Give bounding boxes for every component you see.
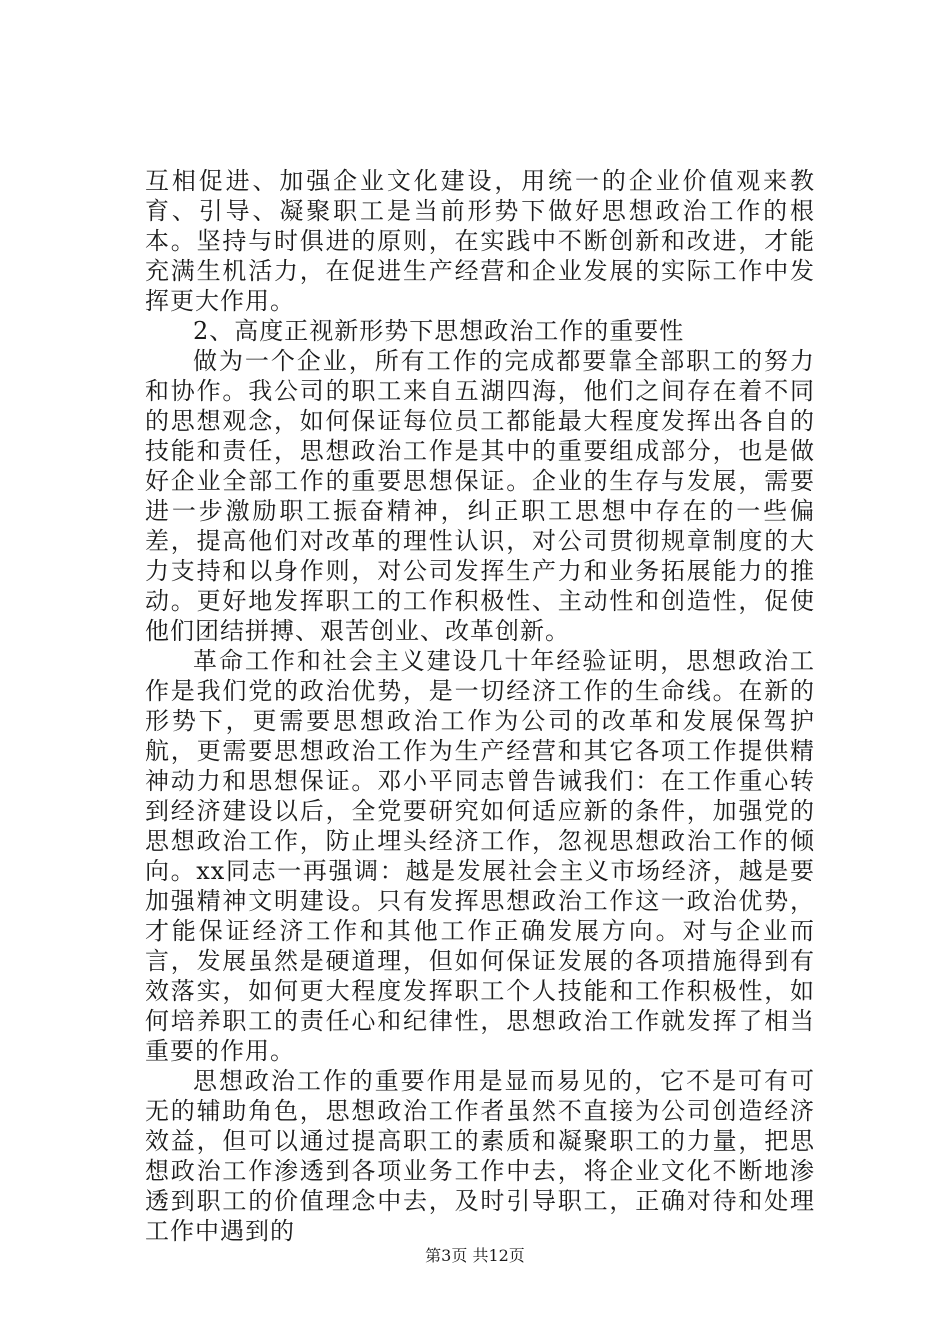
paragraph: 思想政治工作的重要作用是显而易见的，它不是可有可无的辅助角色，思想政治工作者虽然不直接为公司创造经济效益，但可以通过提高职工的素质和凝聚职工的力量，把思想政治工作渗透到各项业务工作中去，将企业文化不断地渗透到职工的价值理念中去，及时引导职工，正确对待和处理工作中遇到的 xyxy=(145,1067,815,1245)
paragraph: 革命工作和社会主义建设几十年经验证明，思想政治工作是我们党的政治优势，是一切经济工作的生命线。在新的形势下，更需要思想政治工作为公司的改革和发展保驾护航，更需要思想政治工作为生产经营和其它各项工作提供精神动力和思想保证。邓小平同志曾告诫我们：在工作重心转到经济建设以后，全党要研究如何适应新的条件，加强党的思想政治工作，防止埋头经济工作，忽视思想政治工作的倾向。xx同志一再强调：越是发展社会主义市场经济，越是要加强精神文明建设。只有发挥思想政治工作这一政治优势，才能保证经济工作和其他工作正确发展方向。对与企业而言，发展虽然是硬道理，但如何保证发展的各项措施得到有效落实，如何更大程度发挥职工个人技能和工作积极性，如何培养职工的责任心和纪律性，思想政治工作就发挥了相当重要的作用。 xyxy=(145,647,815,1065)
section-heading: 2、高度正视新形势下思想政治工作的重要性 xyxy=(193,317,685,345)
page-footer: 第3页 共12页 xyxy=(425,1246,525,1265)
paragraph-continuation: 互相促进、加强企业文化建设，用统一的企业价值观来教育、引导、凝聚职工是当前形势下做好思想政治工作的根本。坚持与时俱进的原则，在实践中不断创新和改进，才能充满生机活力，在促进生产经营和企业发展的实际工作中发挥更大作用。 xyxy=(145,167,815,315)
paragraph: 做为一个企业，所有工作的完成都要靠全部职工的努力和协作。我公司的职工来自五湖四海，他们之间存在着不同的思想观念，如何保证每位员工都能最大程度发挥出各自的技能和责任，思想政治工作是其中的重要组成部分，也是做好企业全部工作的重要思想保证。企业的生存与发展，需要进一步激励职工振奋精神，纠正职工思想中存在的一些偏差，提高他们对改革的理性认识，对公司贯彻规章制度的大力支持和以身作则，对公司发挥生产力和业务拓展能力的推动。更好地发挥职工的工作积极性、主动性和创造性，促使他们团结拼搏、艰苦创业、改革创新。 xyxy=(145,347,815,645)
document-body xyxy=(145,166,815,1246)
